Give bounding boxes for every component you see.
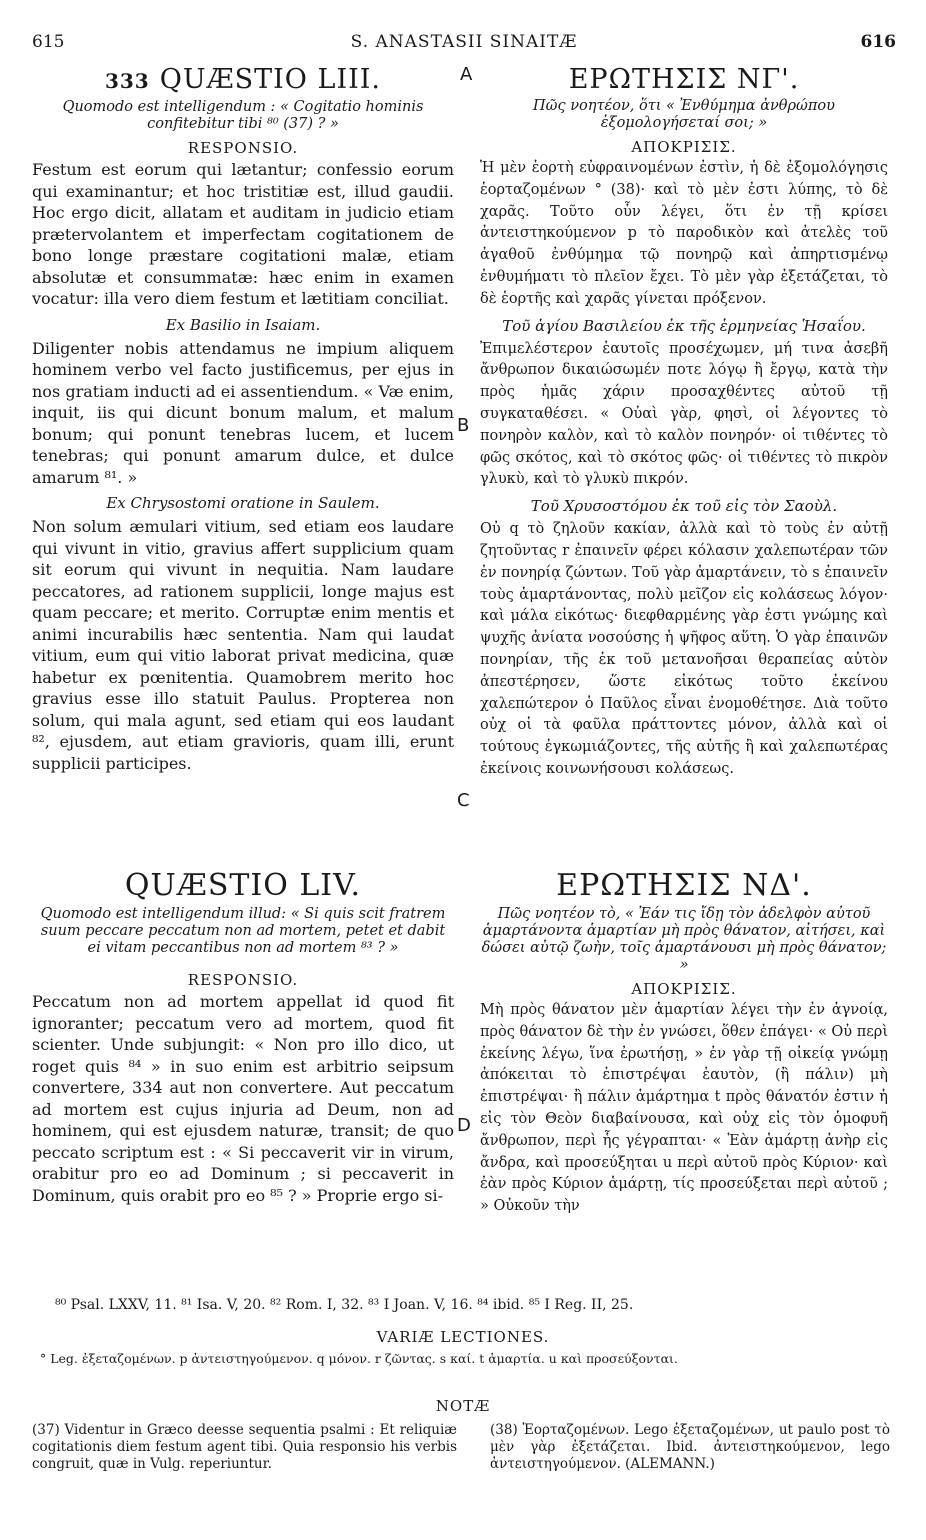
q54-latin-response-label: RESPONSIO. xyxy=(187,971,299,989)
q53-greek-response-label: ΑΠΟΚΡΙΣΙΣ. xyxy=(631,138,737,156)
note-37: (37) Videntur in Græco deesse sequentia psalmi : Et reliquiæ cogitationis diem festum agent tibi. Quia responsio his verbis congruit, quæ in Vulg. reperiuntur. xyxy=(32,1422,457,1472)
margin-letter-d: D xyxy=(457,1115,471,1136)
margin-letter-c: C xyxy=(457,790,470,811)
q53-latin-source-basil: Ex Basilio in Isaiam. xyxy=(165,315,321,334)
margin-letter-b: B xyxy=(457,415,470,436)
column-number: 333 xyxy=(104,69,150,93)
q53-greek-heading: ΕΡΩΤΗΣΙΣ ΝΓ'. xyxy=(568,64,800,95)
q54-greek-response-label: ΑΠΟΚΡΙΣΙΣ. xyxy=(631,980,737,998)
q53-latin-source-chrysostom: Ex Chrysostomi oratione in Saulem. xyxy=(106,494,380,512)
q54-latin-column xyxy=(32,868,454,1206)
notae-heading: NOTÆ xyxy=(435,1397,491,1415)
q53-latin-column xyxy=(32,64,454,774)
q54-latin-response-text: Peccatum non ad mortem appellat id quod fit ignoranter; peccatum vero ad mortem, quod fit scienter. Unde subjungit: « Non pro illo dico, ut roget quis ⁸⁴ » in suo enim est arbitrio seipsum convertere, 334 aut non convertere. Aut peccatum ad mortem est cujus injuria ad Deum, non ad hominem, qui est ejusdem naturæ, transit; de quo peccato scriptum est : « Si peccaverit vir in virum, orabitur pro eo ad Dominum ; si peccaverit in Dominum, quis orabit pro eo ⁸⁵ ? » Proprie ergo si- xyxy=(32,992,454,1205)
q54-latin-title: Quomodo est intelligendum illud: « Si quis scit fratrem suum peccare peccatum non ad mortem, petet et dabit ei vitam peccantibus non ad mortem ⁸³ ? » xyxy=(40,906,446,956)
q53-latin-heading xyxy=(32,64,454,97)
q53-greek-basil-text: Ἐπιμελέστερον ἑαυτοῖς προσέχωμεν, μή τινα ἀσεβῆ ἄνθρωπον δικαιώσωμέν ποτε λόγῳ ἢ ἔργῳ, κατὰ τὴν πρὸς ἡμᾶς χάριν προσαχθέντες αὐτοῦ τῇ συγκαταθέσει. « Οὐαὶ γὰρ, φησὶ, οἱ λέγοντες τὸ πονηρὸν καλὸν, καὶ τὸ καλὸν πονηρόν· οἱ τιθέντες τὸ φῶς σκότος, καὶ τὸ σκότος φῶς· οἱ τιθέντες τὸ πικρὸν γλυκὺ, καὶ τὸ γλυκὺ πικρόν. xyxy=(480,340,888,488)
q53-latin-response-label: RESPONSIO. xyxy=(187,139,299,157)
q54-greek-title: Πῶς νοητέον τὸ, « Ἐάν τις ἴδῃ τὸν ἀδελφὸν αὐτοῦ ἁμαρτάνοντα ἁμαρτίαν μὴ πρὸς θάνατον, αἰτήσει, καὶ δώσει αὐτῷ ζωὴν, τοῖς ἁμαρτάνουσι μὴ πρὸς θάνατον; » xyxy=(481,906,887,973)
page-number-right: 616 xyxy=(860,32,896,52)
variae-lectiones-heading: VARIÆ LECTIONES. xyxy=(376,1328,550,1346)
page-number-left: 615 xyxy=(32,32,65,52)
q53-latin-title: Quomodo est intelligendum : « Cogitatio hominis confitebitur tibi ⁸⁰ (37) ? » xyxy=(62,99,424,132)
q53-latin-chrysostom-text: Non solum æmulari vitium, sed etiam eos laudare qui vivunt in vitio, gravius affert supplicium quam sit eorum qui vivunt in nequitia. Nam laudare peccatores, ad rationem supplicii, longe majus est quam peccare; et merito. Corruptæ enim mentis et animi incurabilis hæc sententia. Nam qui laudat vitium, eum qui vitio laborat privat medicina, quæ habetur ex pœnitentia. Quamobrem merito hoc gravius esse illo statuit Paulus. Propterea non solum, qui mala agunt, sed etiam qui eos laudant ⁸², ejusdem, aut etiam gravioris, quam illi, erunt supplicii participes. xyxy=(32,517,454,773)
q53-latin-response-text: Festum est eorum qui lætantur; confessio eorum qui examinantur; et hoc tristitiæ est, illud gaudii. Hoc ergo dicit, allatam et auditam in judicio etiam prætervolantem et imperfectam cogitationem de bono longe præstare cogitationi malæ, etiam absolutæ et consummatæ: hæc enim in examen vocatur: illa vero diem festum et lætitiam conciliat. xyxy=(32,160,454,308)
q53-latin-heading-text: QUÆSTIO LIII. xyxy=(159,64,382,95)
q53-greek-column xyxy=(480,64,888,781)
running-title: S. ANASTASII SINAITÆ xyxy=(350,32,578,52)
q53-greek-response-text: Ἡ μὲν ἑορτὴ εὐφραινομένων ἐστὶν, ἡ δὲ ἐξομολόγησις ἑορταζομένων ° (38)· καὶ τὸ μὲν ἐστι λύπης, τὸ δὲ χαρᾶς. Τοῦτο οὖν λέγει, ὅτι ἐν τῇ κρίσει ἀντειστηκούμενον p τὸ παροδικὸν καὶ ἀτελὲς τοῦ ἀγαθοῦ ἐνθύμημα τῷ πονηρῷ καὶ ἀπηρτισμένῳ ἐνθυμήματι τὸ πλεῖον ἔχει. Τὸ μὲν γὰρ ἐξετάζεται, τὸ δὲ ἑορτῆς καὶ χαρᾶς γίνεται πρόξενον. xyxy=(480,160,888,307)
q53-greek-title: Πῶς νοητέον, ὅτι « Ἐνθύμημα ἀνθρώπου ἐξομολογήσεταί σοι; » xyxy=(533,98,835,131)
q54-greek-response-text: Μὴ πρὸς θάνατον μὲν ἁμαρτίαν λέγει τὴν ἐν ἀγνοίᾳ, πρὸς θάνατον δὲ τὴν ἐν γνώσει, ὅθεν ἐπάγει· « Οὐ περὶ ἐκείνης λέγω, ἵνα ἐρωτήσῃ, » ἐν γὰρ τῇ οἰκείᾳ γνώμῃ ἀπόκειται τὸ ἐπιστρέψαι ἑαυτὸν, (ἢ πάλιν) μὴ ἐπιστρέψαι· ἢ πάλιν ἁμάρτημα t πρὸς θάνατόν ἐστιν ἡ εἰς τὸν Θεὸν διαβαίνουσα, καὶ οὐχ εἰς τὸν ὁμοφυῆ ἄνθρωπον, περὶ ἧς γέγραπται· « Ἐὰν ἁμάρτῃ ἀνὴρ εἰς ἄνδρα, καὶ προσεύξηται u περὶ αὐτοῦ πρὸς Κύριον· καὶ ἐὰν πρὸς Κύριον ἁμάρτῃ, τίς προσεύξεται περὶ αὐτοῦ ; » Οὐκοῦν τὴν xyxy=(480,1002,888,1215)
note-38: (38) Ἑορταζομένων. Lego ἐξεταζομένων, ut paulo post τὸ μὲν γὰρ ἐξετάζεται. Ibid. ἀντειστηκούμενον, lego ἀντειστηγούμενον. (ALEMANN.) xyxy=(490,1422,890,1472)
q53-greek-source-chrysostom: Τοῦ Χρυσοστόμου ἐκ τοῦ εἰς τὸν Σαοὺλ. xyxy=(530,497,838,516)
running-header xyxy=(32,32,896,56)
q54-greek-heading: ΕΡΩΤΗΣΙΣ ΝΔ'. xyxy=(556,868,812,903)
q53-greek-chrysostom-text: Οὐ q τὸ ζηλοῦν κακίαν, ἀλλὰ καὶ τὸ τοὺς ἐν αὐτῇ ζητοῦντας r ἐπαινεῖν φέρει κόλασιν χαλεπωτέραν τῶν ἐν πονηρίᾳ ζώντων. Τοῦ γὰρ ἁμαρτάνειν, τὸ s ἐπαινεῖν τοὺς ἁμαρτάνοντας, πολὺ μεῖζον εἰς κολάσεως λόγον· καὶ μάλα εἰκότως· διεφθαρμένης γὰρ ἐστι γνώμης καὶ ψυχῆς ἀνίατα νοσούσης ἡ ψῆφος αὕτη. Ὁ γὰρ ἐπαινῶν πονηρίαν, τῆς ἐκ τοῦ μετανοῆσαι θεραπείας αὐτὸν ἀπεστέρησεν, ὥστε εἰκότως τοῦτο ἐκείνου χαλεπώτερον ὁ Παῦλος εἶναι ἐνομοθέτησε. Διὰ τοῦτο οὐχ οἱ τὰ φαῦλα πράττοντες μόνον, ἀλλὰ καὶ οἱ τούτους ἐγκωμιάζοντες, τῆς αὐτῆς ἢ καὶ χαλεπωτέρας ἐκείνοις κοινωνήσουσι κολάσεως. xyxy=(480,521,888,777)
variae-lectiones-text: ° Leg. ἐξεταζομένων. p ἀντειστηγούμενον. q μόνον. r ζῶντας. s καί. t ἁμαρτία. u καὶ προσεύξονται. xyxy=(40,1351,678,1366)
q53-latin-basil-text: Diligenter nobis attendamus ne impium aliquem hominem verbo vel facto justificemus, per ejus in nos gratiam inducti ad ei assentiendum. « Væ enim, inquit, iis qui dicunt bonum malum, et malum bonum; qui ponunt tenebras lucem, et lucem tenebras; qui ponunt amarum dulce, et dulce amarum ⁸¹. » xyxy=(32,338,454,487)
margin-letter-a: A xyxy=(460,64,473,85)
q54-latin-heading: QUÆSTIO LIV. xyxy=(124,868,362,903)
scripture-footnotes: ⁸⁰ Psal. LXXV, 11. ⁸¹ Isa. V, 20. ⁸² Rom. I, 32. ⁸³ I Joan. V, 16. ⁸⁴ ibid. ⁸⁵ I Reg. II, 25. xyxy=(55,1297,634,1313)
q53-greek-source-basil: Τοῦ ἁγίου Βασιλείου ἐκ τῆς ἑρμηνείας Ἡσαΐου. xyxy=(502,316,866,335)
q54-greek-column xyxy=(480,868,888,1218)
